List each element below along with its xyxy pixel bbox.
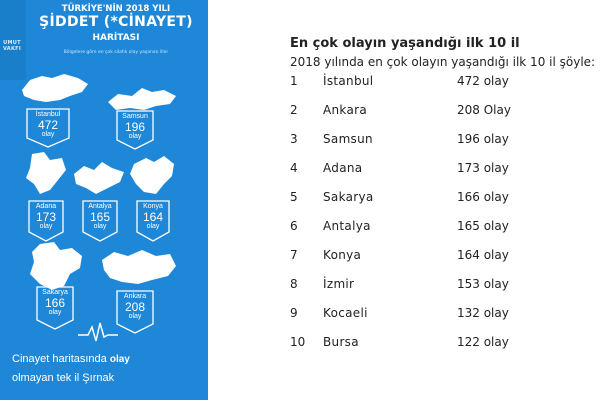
- badge-sakarya: [36, 286, 74, 330]
- list-city: Adana: [323, 161, 363, 175]
- badge-city: Antalya: [88, 203, 112, 210]
- infographic-panel: [0, 0, 208, 400]
- adana-map-shape: [22, 150, 68, 196]
- sakarya-map-shape: [26, 240, 86, 292]
- badge-city: İstanbul: [35, 111, 61, 118]
- badge-antalya: [82, 200, 118, 242]
- list-rank: 10: [290, 335, 306, 349]
- badge-value: 164: [142, 210, 164, 224]
- badge-unit: olay: [128, 133, 142, 140]
- infographic-footer: [12, 350, 202, 388]
- badge-city: Sakarya: [42, 289, 68, 296]
- list-rank: 8: [290, 277, 298, 291]
- list-city: İzmir: [323, 277, 355, 291]
- list-city: Antalya: [323, 219, 371, 233]
- badge-city: Adana: [35, 203, 57, 210]
- badge-samsun: [116, 110, 154, 150]
- ranking-section: [290, 36, 600, 70]
- badge-adana: [28, 200, 64, 242]
- list-rank: 5: [290, 190, 298, 204]
- list-rank: 2: [290, 103, 298, 117]
- infographic-subtitle: Bölgelere göre en çok silahlı olay yaşanan iller: [63, 50, 169, 55]
- list-count: 472 olay: [457, 74, 509, 88]
- badge-value: 165: [89, 210, 111, 224]
- list-count: 122 olay: [457, 335, 509, 349]
- badge-unit: olay: [48, 309, 62, 316]
- badge-ankara: [116, 290, 154, 334]
- badge-value: 208: [124, 300, 146, 314]
- istanbul-map-shape: [20, 70, 90, 110]
- list-city: Ankara: [323, 103, 367, 117]
- list-rank: 1: [290, 74, 298, 88]
- badge-unit: olay: [93, 223, 107, 230]
- heartbeat-icon: [78, 321, 118, 345]
- list-rank: 9: [290, 306, 298, 320]
- list-city: İstanbul: [323, 74, 374, 88]
- list-rank: 6: [290, 219, 298, 233]
- list-count: 196 olay: [457, 132, 509, 146]
- ranking-subheading: 2018 yılında en çok olayın yaşandığı ilk 10 il şöyle:: [290, 55, 596, 69]
- list-city: Kocaeli: [323, 306, 368, 320]
- footer-text-pre: Cinayet haritasında: [12, 353, 110, 365]
- foundation-logo: UMUT VAKFI: [2, 40, 22, 52]
- list-city: Sakarya: [323, 190, 374, 204]
- badge-unit: olay: [39, 223, 53, 230]
- infographic-title-line2: ŞİDDET (*CİNAYET): [39, 14, 193, 30]
- list-rank: 7: [290, 248, 298, 262]
- badge-value: 196: [124, 120, 146, 134]
- list-count: 166 olay: [457, 190, 509, 204]
- list-count: 164 olay: [457, 248, 509, 262]
- ankara-map-shape: [100, 248, 178, 288]
- konya-map-shape: [128, 154, 178, 196]
- badge-value: 173: [35, 210, 57, 224]
- list-city: Samsun: [323, 132, 373, 146]
- badge-city: Konya: [143, 203, 163, 210]
- badge-value: 166: [44, 296, 66, 310]
- badge-value: 472: [37, 118, 59, 132]
- badge-city: Samsun: [122, 113, 148, 120]
- list-count: 173 olay: [457, 161, 509, 175]
- badge-konya: [136, 200, 170, 242]
- list-city: Konya: [323, 248, 362, 262]
- list-count: 208 Olay: [457, 103, 511, 117]
- badge-unit: olay: [146, 223, 160, 230]
- footer-text-highlight: olay: [109, 354, 130, 365]
- list-rank: 3: [290, 132, 298, 146]
- antalya-map-shape: [72, 160, 126, 196]
- ranking-heading: En çok olayın yaşandığı ilk 10 il: [290, 36, 520, 51]
- infographic-title-line1: TÜRKİYE'NİN 2018 YILI: [61, 4, 171, 14]
- badge-unit: olay: [128, 313, 142, 320]
- list-count: 132 olay: [457, 306, 509, 320]
- badge-city: Ankara: [123, 293, 147, 300]
- infographic-title-line3: HARİTASI: [92, 33, 140, 43]
- badge-unit: olay: [41, 131, 55, 138]
- badge-istanbul: [26, 108, 70, 148]
- list-rank: 4: [290, 161, 298, 175]
- footer-text-line2: olmayan tek il Şırnak: [12, 372, 115, 384]
- list-count: 165 olay: [457, 219, 509, 233]
- list-city: Bursa: [323, 335, 359, 349]
- list-count: 153 olay: [457, 277, 509, 291]
